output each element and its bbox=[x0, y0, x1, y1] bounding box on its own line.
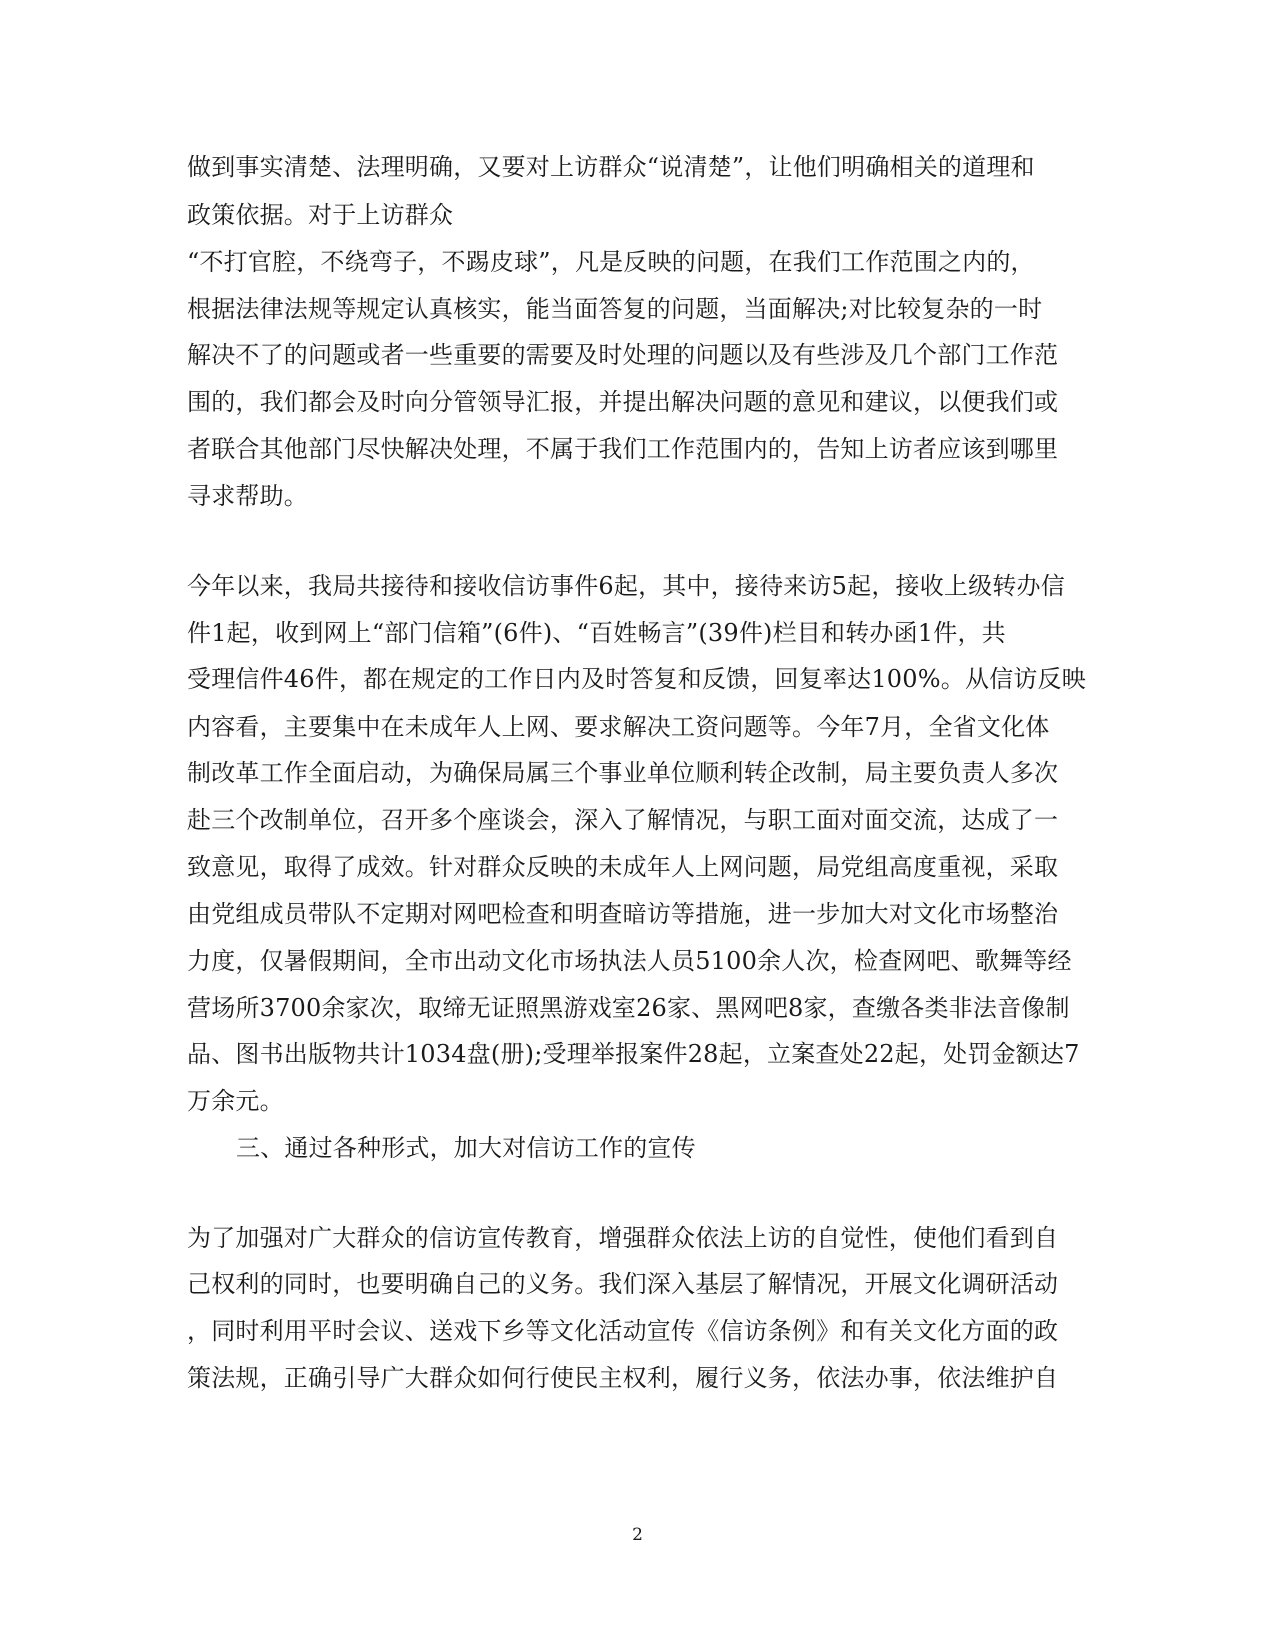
text-line: 品、图书出版物共计1034盘(册);受理举报案件28起，立案查处22起，处罚金额达7 bbox=[187, 1040, 1080, 1068]
text-line: 营场所3700余家次，取缔无证照黑游戏室26家、黑网吧8家，查缴各类非法音像制 bbox=[187, 994, 1070, 1022]
text-line: 致意见，取得了成效。针对群众反映的未成年人上网问题，局党组高度重视，采取 bbox=[187, 853, 1059, 881]
text-line: 做到事实清楚、法理明确，又要对上访群众“说清楚”，让他们明确相关的道理和 bbox=[187, 153, 1035, 181]
text-line: 解决不了的问题或者一些重要的需要及时处理的问题以及有些涉及几个部门工作范 bbox=[187, 341, 1059, 369]
text-line: 政策依据。对于上访群众 bbox=[187, 201, 454, 229]
text-line: 己权利的同时，也要明确自己的义务。我们深入基层了解情况，开展文化调研活动 bbox=[187, 1270, 1059, 1298]
text-line: 根据法律法规等规定认真核实，能当面答复的问题，当面解决;对比较复杂的一时 bbox=[187, 295, 1043, 323]
text-line: 寻求帮助。 bbox=[187, 482, 308, 510]
text-line: ，同时利用平时会议、送戏下乡等文化活动宣传《信访条例》和有关文化方面的政 bbox=[187, 1317, 1059, 1345]
text-line: 由党组成员带队不定期对网吧检查和明查暗访等措施，进一步加大对文化市场整治 bbox=[187, 900, 1059, 928]
text-line: 制改革工作全面启动，为确保局属三个事业单位顺利转企改制，局主要负责人多次 bbox=[187, 759, 1059, 787]
text-line: 围的，我们都会及时向分管领导汇报，并提出解决问题的意见和建议，以便我们或 bbox=[187, 388, 1059, 416]
text-line: 为了加强对广大群众的信访宣传教育，增强群众依法上访的自觉性，使他们看到自 bbox=[187, 1224, 1059, 1252]
text-line: 受理信件46件，都在规定的工作日内及时答复和反馈，回复率达100%。从信访反映 bbox=[187, 665, 1086, 693]
page-number: 2 bbox=[632, 1525, 643, 1545]
text-line: 件1起，收到网上“部门信箱”(6件)、“百姓畅言”(39件)栏目和转办函1件，共 bbox=[187, 619, 1006, 647]
text-line: 赴三个改制单位，召开多个座谈会，深入了解情况，与职工面对面交流，达成了一 bbox=[187, 806, 1059, 834]
text-line: 力度，仅暑假期间，全市出动文化市场执法人员5100余人次，检查网吧、歌舞等经 bbox=[187, 947, 1072, 975]
text-line: 策法规，正确引导广大群众如何行使民主权利，履行义务，依法办事，依法维护自 bbox=[187, 1364, 1059, 1392]
text-line: “不打官腔，不绕弯子，不踢皮球”，凡是反映的问题，在我们工作范围之内的， bbox=[187, 248, 1035, 276]
section-heading: 三、通过各种形式，加大对信访工作的宣传 bbox=[236, 1134, 696, 1162]
text-line: 今年以来，我局共接待和接收信访事件6起，其中，接待来访5起，接收上级转办信 bbox=[187, 572, 1065, 600]
text-line: 万余元。 bbox=[187, 1087, 284, 1115]
text-line: 内容看，主要集中在未成年人上网、要求解决工资问题等。今年7月，全省文化体 bbox=[187, 713, 1050, 741]
text-line: 者联合其他部门尽快解决处理，不属于我们工作范围内的，告知上访者应该到哪里 bbox=[187, 435, 1059, 463]
